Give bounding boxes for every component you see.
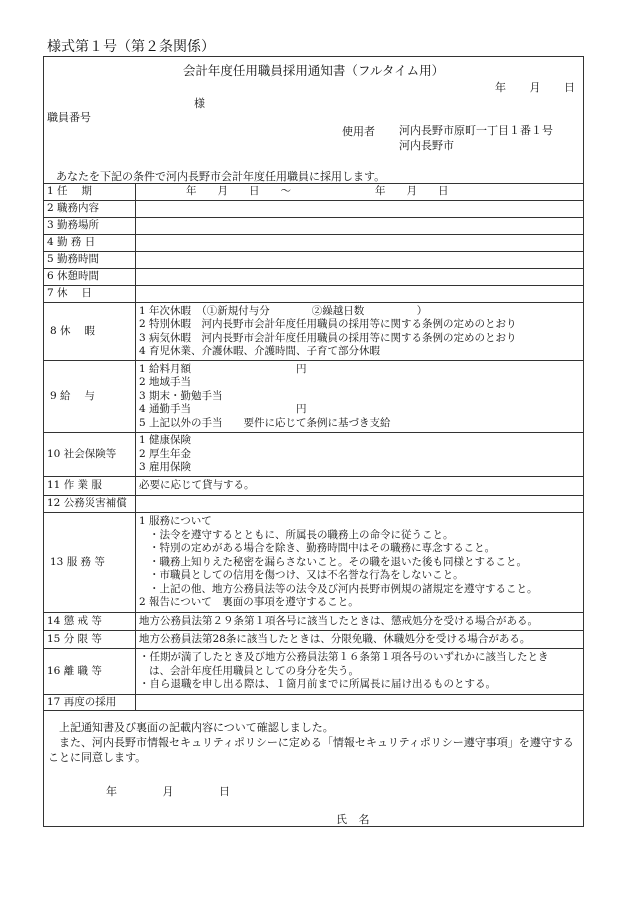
table-row — [44, 695, 584, 711]
salary-line: 1 給料月額 円 — [139, 362, 307, 375]
table-row — [44, 184, 584, 201]
row-label: 14 懲 戒 等 — [44, 613, 136, 631]
acknowledgement-line: また、河内長野市情報セキュリティポリシーに定める「情報セキュリティポリシー遵守事項」を遵守することに同意します。 — [48, 736, 574, 764]
row-label: 9 給 与 — [44, 361, 136, 433]
table-row — [44, 235, 584, 252]
salary-line: 2 地域手当 — [139, 376, 192, 389]
row-label: 12 公務災害補償 — [44, 496, 136, 513]
row-label: 3 勤務場所 — [44, 218, 136, 235]
row-label: 17 再度の採用 — [44, 695, 136, 711]
acknowledgement-line: 上記通知書及び裏面の記載内容について確認しました。 — [59, 721, 334, 734]
row-label: 13 服 務 等 — [44, 513, 136, 613]
employer-address: 河内長野市原町一丁目１番１号 — [399, 124, 553, 137]
row-value: 必要に応じて貸与する。 — [136, 477, 584, 496]
row-value — [136, 218, 584, 235]
table-row — [44, 303, 584, 361]
issue-date: 年 月 日 — [495, 81, 575, 94]
insurance-line: 2 厚生年金 — [139, 447, 192, 460]
table-row — [44, 613, 584, 631]
conditions-table — [43, 183, 584, 711]
row-value: 年 月 日 ～ 年 月 日 — [136, 184, 584, 201]
duty-line: ・市職員としての信用を傷つけ、又は不名誉な行為をしないこと。 — [149, 569, 464, 582]
row-value: 地方公務員法第28条に該当したときは、分限免職、休職処分を受ける場合がある。 — [136, 631, 584, 649]
duty-line: 1 服務について — [139, 515, 212, 528]
duty-line: 2 報告について 裏面の事項を遵守すること。 — [139, 596, 359, 609]
row-value — [136, 649, 584, 695]
row-value — [136, 201, 584, 218]
leave-line: 4 育児休業、介護休暇、介護時間、子育て部分休暇 — [139, 345, 381, 357]
row-label: 8 休 暇 — [44, 303, 136, 361]
table-row — [44, 496, 584, 513]
table-row — [44, 631, 584, 649]
row-value — [136, 252, 584, 269]
row-label: 15 分 限 等 — [44, 631, 136, 649]
separation-line: ・任期が満了したとき及び地方公務員法第１６条第１項各号のいずれかに該当したとき — [139, 651, 549, 664]
row-value — [136, 695, 584, 711]
row-label: 7 休 日 — [44, 286, 136, 303]
acknowledgement — [44, 720, 583, 765]
row-value — [136, 513, 584, 613]
salary-line: 3 期末・勤勉手当 — [139, 389, 223, 402]
row-label: 4 勤 務 日 — [44, 235, 136, 252]
table-row — [44, 252, 584, 269]
duty-line: ・特別の定めがある場合を除き、勤務時間中はその職務に専念すること。 — [149, 542, 496, 555]
row-value — [136, 286, 584, 303]
table-row — [44, 649, 584, 695]
row-label: 5 勤務時間 — [44, 252, 136, 269]
row-value: 地方公務員法第２９条第１項各号に該当したときは、懲戒処分を受ける場合がある。 — [136, 613, 584, 631]
table-row — [44, 269, 584, 286]
row-label: 10 社会保険等 — [44, 433, 136, 477]
duty-line: ・法令を遵守するとともに、所属長の職務上の命令に従うこと。 — [149, 528, 454, 541]
duty-line: ・職務上知りえた秘密を漏らさないこと。その職を退いた後も同様とすること。 — [149, 555, 527, 568]
leave-line: 3 病気休暇 河内長野市会計年度任用職員の採用等に関する条例の定めのとおり — [139, 331, 517, 344]
insurance-line: 3 雇用保険 — [139, 461, 192, 474]
signature-date: 年 月 日 — [106, 785, 230, 798]
row-label: 2 職務内容 — [44, 201, 136, 218]
employee-number-label: 職員番号 — [47, 111, 91, 124]
document-title: 会計年度任用職員採用通知書（フルタイム用） — [182, 63, 445, 78]
row-label: 11 作 業 服 — [44, 477, 136, 496]
row-value — [136, 303, 584, 361]
employer-name: 河内長野市 — [399, 139, 454, 152]
row-value — [136, 235, 584, 252]
row-value — [136, 361, 584, 433]
intro-text: あなたを下記の条件で河内長野市会計年度任用職員に採用します。 — [56, 170, 386, 183]
table-row — [44, 513, 584, 613]
table-row — [44, 477, 584, 496]
row-value — [136, 269, 584, 286]
table-row — [44, 361, 584, 433]
salary-line: 5 上記以外の手当 要件に応じて条例に基づき支給 — [139, 416, 391, 429]
employer-label: 使用者 — [342, 125, 375, 138]
notice-frame — [43, 56, 584, 827]
insurance-line: 1 健康保険 — [139, 434, 192, 447]
form-number: 様式第１号（第２条関係） — [47, 39, 215, 55]
salary-line: 4 通勤手当 円 — [139, 403, 307, 416]
row-value — [136, 496, 584, 513]
row-label: 16 離 職 等 — [44, 649, 136, 695]
table-row — [44, 433, 584, 477]
table-row — [44, 286, 584, 303]
addressee-suffix: 様 — [194, 97, 205, 110]
leave-line: 1 年次休暇 （①新規付与分 ②繰越日数 ） — [139, 304, 428, 317]
table-row — [44, 218, 584, 235]
row-label: 6 休憩時間 — [44, 269, 136, 286]
duty-line: ・上記の他、地方公務員法等の法令及び河内長野市例規の諸規定を遵守すること。 — [149, 582, 538, 595]
separation-line: は、会計年度任用職員としての身分を失う。 — [149, 664, 359, 677]
separation-line: ・自ら退職を申し出る際は、１箇月前までに所属長に届け出るものとする。 — [139, 678, 496, 691]
signature-name-label: 氏 名 — [336, 813, 370, 826]
leave-line: 2 特別休暇 河内長野市会計年度任用職員の採用等に関する条例の定めのとおり — [139, 318, 517, 330]
table-row — [44, 201, 584, 218]
employer-block — [399, 123, 553, 153]
row-label: 1 任 期 — [44, 184, 136, 201]
row-value — [136, 433, 584, 477]
